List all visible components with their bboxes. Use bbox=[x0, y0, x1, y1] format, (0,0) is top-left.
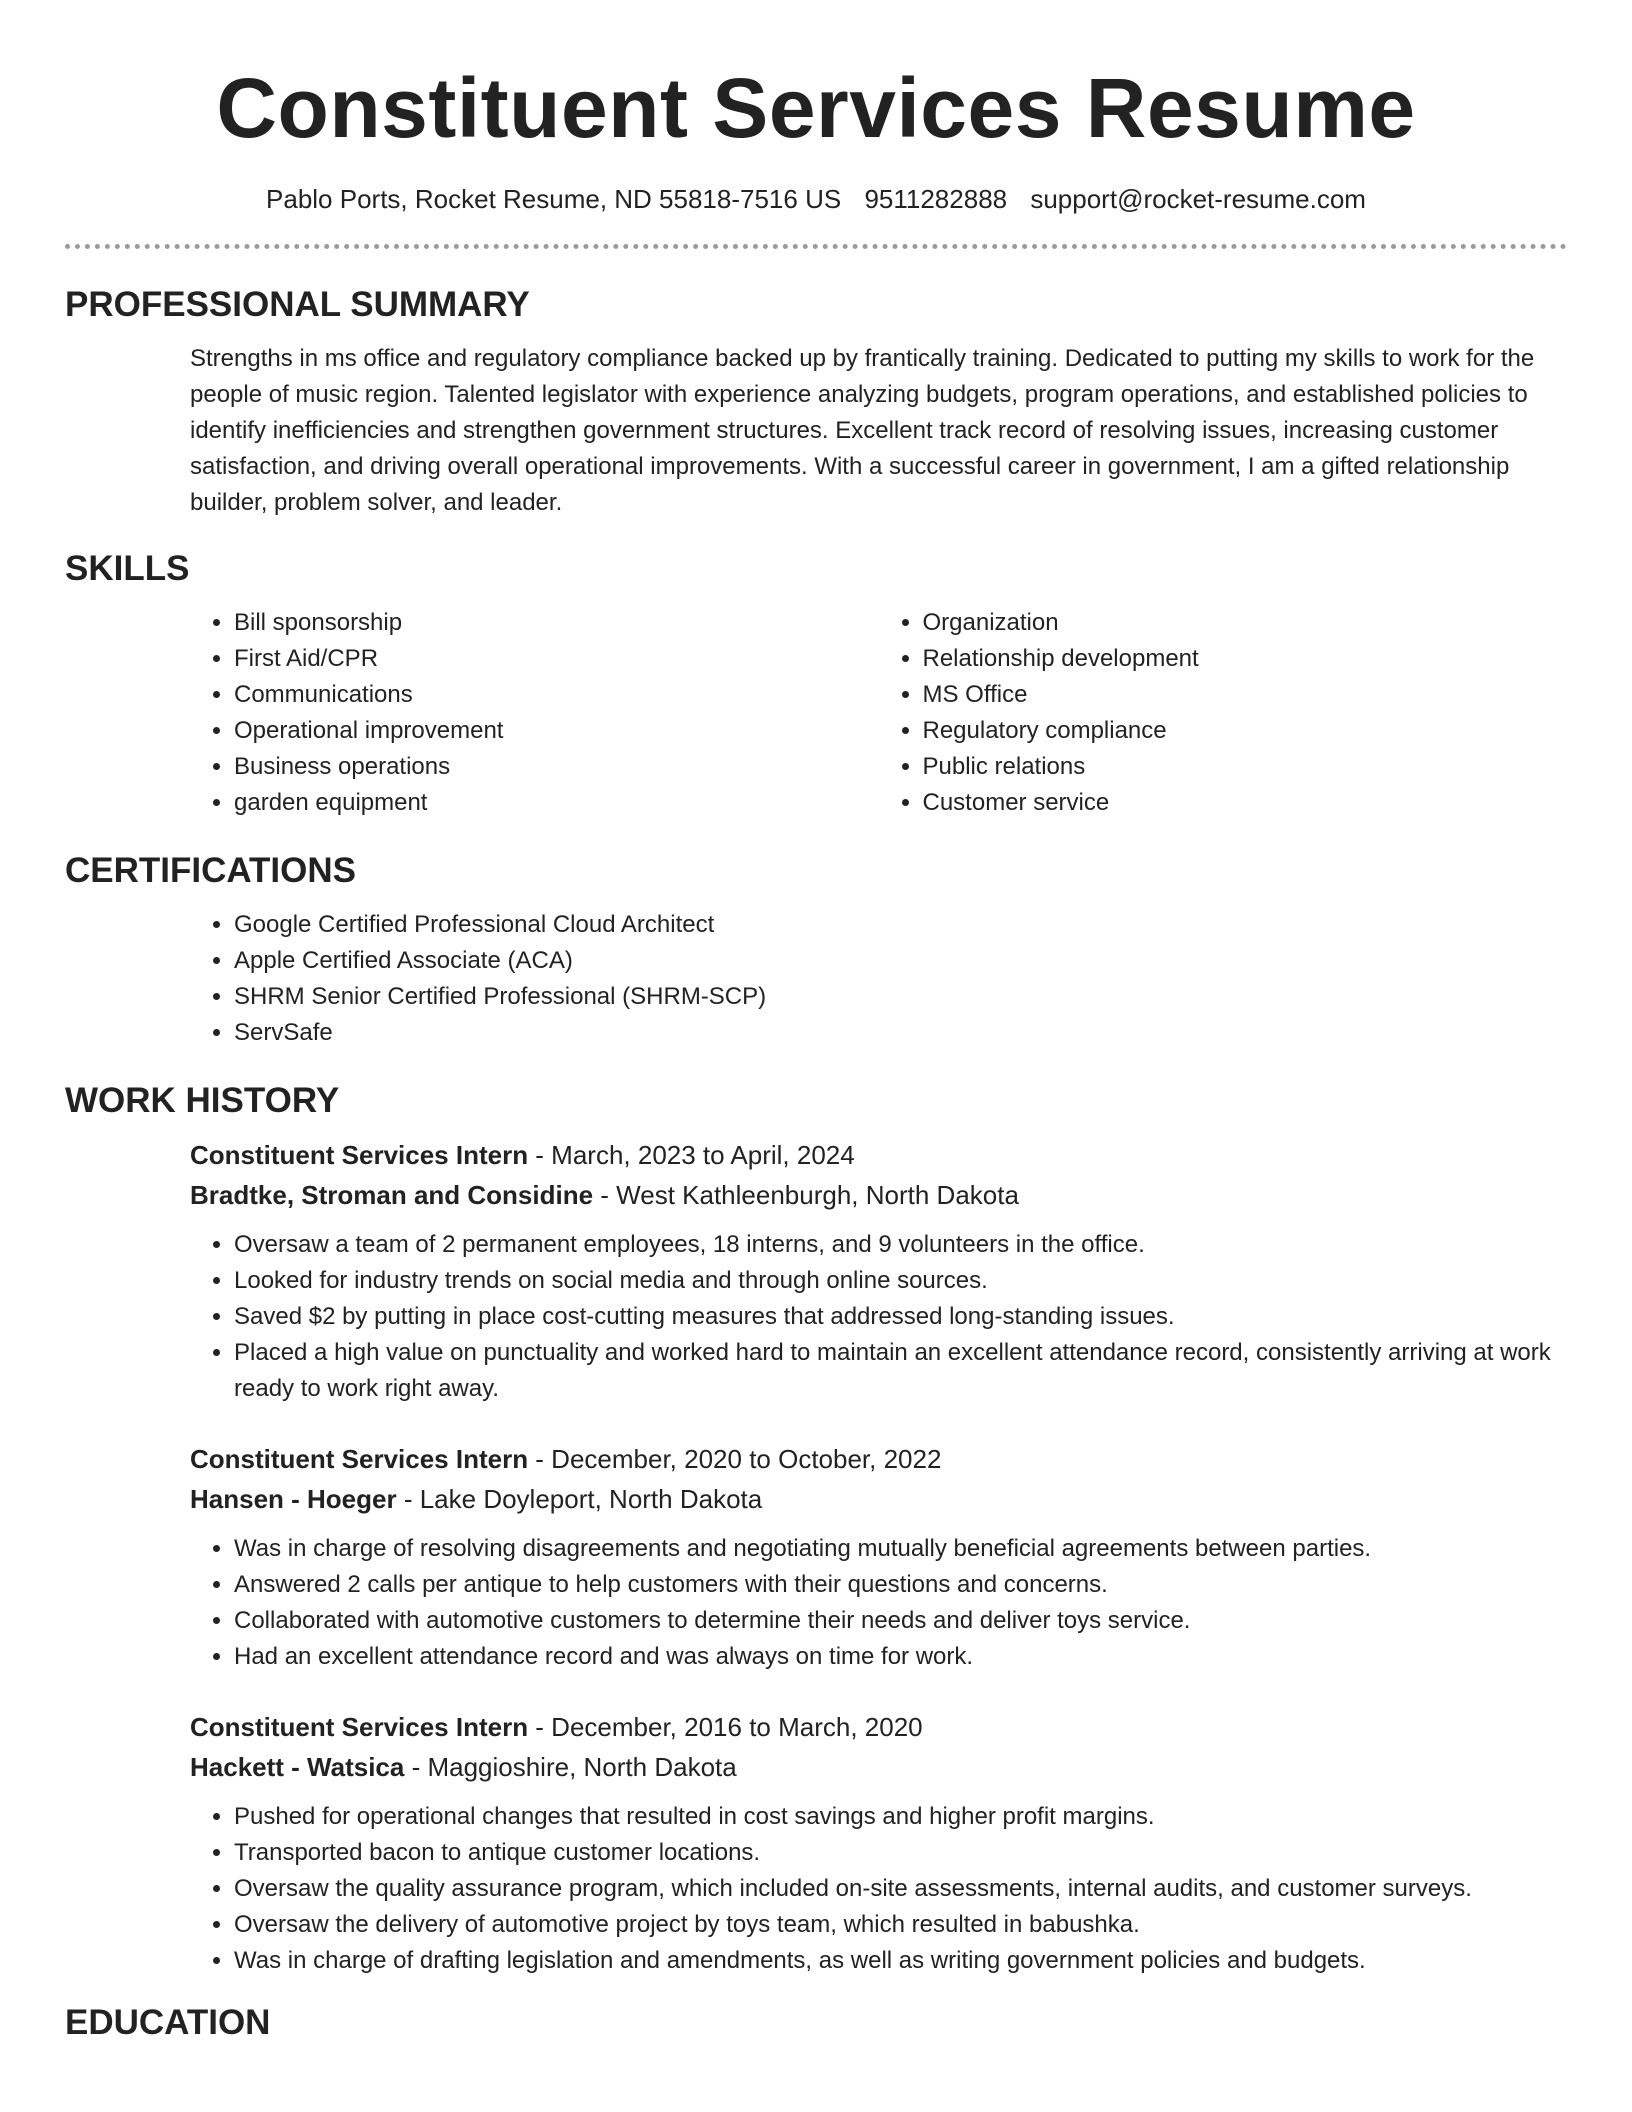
contact-address: Pablo Ports, Rocket Resume, ND 55818-7516 US bbox=[266, 184, 842, 214]
job-bullet: • Looked for industry trends on social media and through online sources. bbox=[234, 1263, 1567, 1299]
skill-item: • Business operations bbox=[234, 749, 879, 785]
skill-item: • Bill sponsorship bbox=[234, 605, 879, 641]
skill-item: • Communications bbox=[234, 677, 879, 713]
skill-item: • First Aid/CPR bbox=[234, 641, 879, 677]
job-bullet: • Collaborated with automotive customers to determine their needs and deliver toys service. bbox=[234, 1603, 1567, 1639]
skill-item: • Customer service bbox=[923, 785, 1568, 821]
summary-text: Strengths in ms office and regulatory compliance backed up by frantically training. Dedicated to putting my skills to work for the people of music region. Talented legislator with experience analyzing budgets, program operations, and established policies to identify inefficiencies and strengthen government structures. Excellent track record of resolving issues, increasing customer satisfaction, and driving overall operational improvements. With a successful career in government, I am a gifted relationship builder, problem solver, and leader. bbox=[190, 345, 1535, 516]
job-entry bbox=[190, 1707, 1567, 1979]
job-location: - Maggioshire, North Dakota bbox=[404, 1752, 737, 1782]
job-company: Hansen - Hoeger bbox=[190, 1484, 397, 1514]
job-bullet: • Had an excellent attendance record and was always on time for work. bbox=[234, 1639, 1567, 1675]
job-bullet: • Oversaw the delivery of automotive project by toys team, which resulted in babushka. bbox=[234, 1907, 1567, 1943]
work-history-heading: WORK HISTORY bbox=[65, 1081, 340, 1120]
job-bullet: • Was in charge of drafting legislation and amendments, as well as writing government policies and budgets. bbox=[234, 1943, 1567, 1979]
contact-email: support@rocket-resume.com bbox=[1030, 184, 1366, 214]
skills-heading: SKILLS bbox=[65, 549, 190, 588]
job-title: Constituent Services Intern bbox=[190, 1444, 529, 1474]
education-heading: EDUCATION bbox=[65, 2003, 271, 2042]
job-company: Hackett - Watsica bbox=[190, 1752, 405, 1782]
job-title-line bbox=[190, 1707, 1567, 1747]
job-bullet: • Placed a high value on punctuality and worked hard to maintain an excellent attendance record, consistently arriving at work ready to work right away. bbox=[234, 1335, 1567, 1407]
job-bullets bbox=[190, 1227, 1567, 1407]
certification-item: • ServSafe bbox=[234, 1015, 1567, 1051]
certification-item: • SHRM Senior Certified Professional (SHRM-SCP) bbox=[234, 979, 1567, 1015]
skill-item: • Public relations bbox=[923, 749, 1568, 785]
skill-item: • Regulatory compliance bbox=[923, 713, 1568, 749]
certifications-bullets bbox=[190, 907, 1567, 1051]
job-bullets bbox=[190, 1799, 1567, 1979]
skill-item: • MS Office bbox=[923, 677, 1568, 713]
job-location: - West Kathleenburgh, North Dakota bbox=[593, 1180, 1019, 1210]
job-dates: - December, 2016 to March, 2020 bbox=[528, 1712, 923, 1742]
job-dates: - December, 2020 to October, 2022 bbox=[528, 1444, 942, 1474]
job-title-line bbox=[190, 1439, 1567, 1479]
skills-column-left bbox=[190, 605, 879, 821]
job-bullet: • Transported bacon to antique customer locations. bbox=[234, 1835, 1567, 1871]
skills-list bbox=[190, 605, 1567, 821]
job-company: Bradtke, Stroman and Considine bbox=[190, 1180, 594, 1210]
contact-phone: 9511282888 bbox=[864, 184, 1008, 214]
job-location: - Lake Doyleport, North Dakota bbox=[396, 1484, 763, 1514]
job-bullet: • Pushed for operational changes that resulted in cost savings and higher profit margins. bbox=[234, 1799, 1567, 1835]
certifications-heading: CERTIFICATIONS bbox=[65, 851, 357, 890]
certifications-list bbox=[190, 907, 1567, 1051]
job-bullet: • Saved $2 by putting in place cost-cutting measures that addressed long-standing issues. bbox=[234, 1299, 1567, 1335]
summary-heading: PROFESSIONAL SUMMARY bbox=[65, 285, 530, 324]
job-title: Constituent Services Intern bbox=[190, 1140, 529, 1170]
job-bullet: • Was in charge of resolving disagreements and negotiating mutually beneficial agreements between parties. bbox=[234, 1531, 1567, 1567]
header-divider bbox=[65, 244, 1567, 249]
job-entry bbox=[190, 1135, 1567, 1407]
resume-title: Constituent Services Resume bbox=[216, 61, 1416, 155]
job-company-line bbox=[190, 1479, 1567, 1519]
contact-line bbox=[65, 182, 1567, 216]
skill-item: • Relationship development bbox=[923, 641, 1568, 677]
skill-item: • garden equipment bbox=[234, 785, 879, 821]
skill-item: • Organization bbox=[923, 605, 1568, 641]
job-bullet: • Answered 2 calls per antique to help customers with their questions and concerns. bbox=[234, 1567, 1567, 1603]
job-bullet: • Oversaw a team of 2 permanent employees, 18 interns, and 9 volunteers in the office. bbox=[234, 1227, 1567, 1263]
certification-item: • Apple Certified Associate (ACA) bbox=[234, 943, 1567, 979]
job-title: Constituent Services Intern bbox=[190, 1712, 529, 1742]
job-entry bbox=[190, 1439, 1567, 1675]
job-company-line bbox=[190, 1747, 1567, 1787]
job-company-line bbox=[190, 1175, 1567, 1215]
certification-item: • Google Certified Professional Cloud Architect bbox=[234, 907, 1567, 943]
job-bullet: • Oversaw the quality assurance program, which included on-site assessments, internal audits, and customer surveys. bbox=[234, 1871, 1567, 1907]
skill-item: • Operational improvement bbox=[234, 713, 879, 749]
job-bullets bbox=[190, 1531, 1567, 1675]
job-title-line bbox=[190, 1135, 1567, 1175]
job-dates: - March, 2023 to April, 2024 bbox=[528, 1140, 855, 1170]
skills-column-right bbox=[879, 605, 1568, 821]
